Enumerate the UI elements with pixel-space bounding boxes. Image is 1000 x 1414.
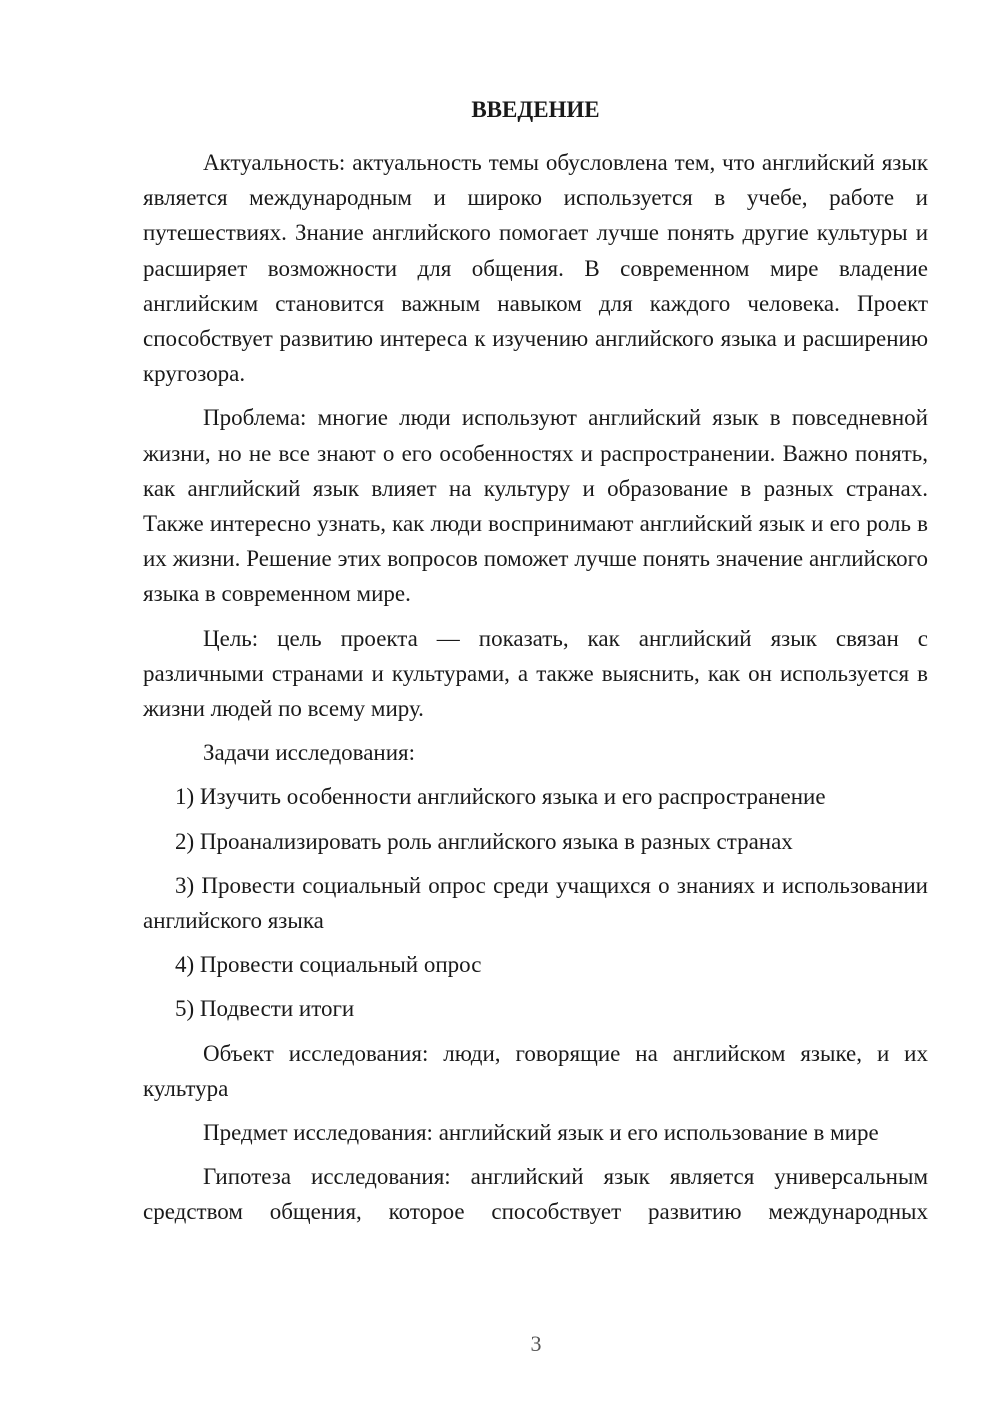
research-subject-paragraph: Предмет исследования: английский язык и его использование в мире xyxy=(203,1120,879,1146)
tasks-heading: Задачи исследования: xyxy=(203,740,416,766)
goal-paragraph: Цель: цель проекта — показать, как английский язык связан с различными странами и культурами, а также выяснить, как он используется в жизни людей по всему миру. xyxy=(143,625,928,722)
problem-paragraph: Проблема: многие люди используют английский язык в повседневной жизни, но не все знают о его особенностях и распространении. Важно понять, как английский язык влияет на культуру и образование в разных странах. Также интересно узнать, как люди воспринимают английский язык и его роль в их жизни. Решение этих вопросов поможет лучше понять значение английского языка в современном мире. xyxy=(143,405,928,607)
task-item: 3) Провести социальный опрос среди учащихся о знаниях и использовании английского языка xyxy=(143,872,928,934)
page-number: 3 xyxy=(530,1331,542,1356)
task-item: 2) Проанализировать роль английского языка в разных странах xyxy=(175,828,793,854)
research-object-paragraph: Объект исследования: люди, говорящие на английском языке, и их культура xyxy=(143,1040,928,1101)
task-item: 4) Провести социальный опрос xyxy=(175,952,482,978)
section-title: ВВЕДЕНИЕ xyxy=(471,97,600,122)
hypothesis-paragraph: Гипотеза исследования: английский язык является универсальным средством общения, которое способствует развитию международных xyxy=(143,1164,928,1225)
task-item: 5) Подвести итоги xyxy=(175,996,355,1022)
relevance-paragraph: Актуальность: актуальность темы обусловлена тем, что английский язык является международным и широко используется в учебе, работе и путешествиях. Знание английского помогает лучше понять другие культуры и расширяет возможности для общения. В современном мире владение английским становится важным навыком для каждого человека. Проект способствует развитию интереса к изучению английского языка и расширению кругозора. xyxy=(143,150,928,387)
document-page xyxy=(143,92,928,1239)
task-item: 1) Изучить особенности английского языка и его распространение xyxy=(175,784,826,810)
